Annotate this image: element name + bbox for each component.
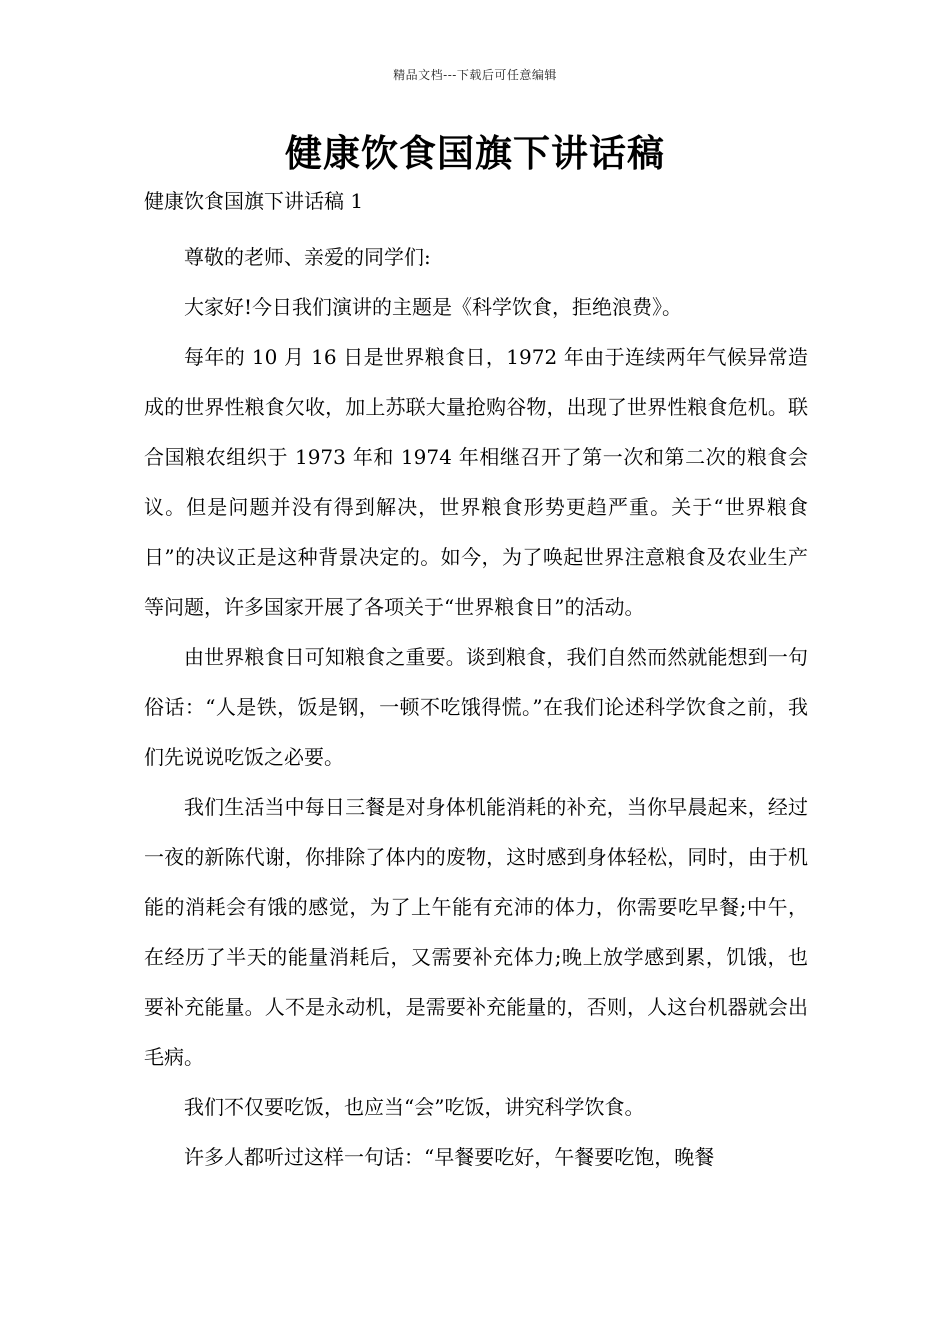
paragraph-three-meals: 我们生活当中每日三餐是对身体机能消耗的补充，当你早晨起来，经过一夜的新陈代谢，你排除了体内的废物，这时感到身体轻松，同时，由于机能的消耗会有饿的感觉，为了上午能有充沛的体力，你需要吃早餐;中午，在经历了半天的能量消耗后，又需要补充体力;晚上放学感到累，饥饿，也要补充能量。人不是永动机，是需要补充能量的，否则，人这台机器就会出毛病。 xyxy=(144,795,808,1069)
paragraph-world-food-day: 每年的 10 月 16 日是世界粮食日，1972 年由于连续两年气候异常造成的世界性粮食欠收，加上苏联大量抢购谷物，出现了世界性粮食危机。联合国粮农组织于 1973 年和 1974 年相继召开了第一次和第二次的粮食会议。但是问题并没有得到解决，世界粮食形势更趋严重。关于“世界粮食日”的决议正是这种背景决定的。如今，为了唤起世界注意粮食及农业生产等问题，许多国家开展了各项关于“世界粮食日”的活动。 xyxy=(144,345,808,619)
paragraph-eat-scientifically: 我们不仅要吃饭，也应当“会”吃饭，讲究科学饮食。 xyxy=(184,1095,645,1119)
paragraph-importance: 由世界粮食日可知粮食之重要。谈到粮食，我们自然而然就能想到一句俗话：“人是铁，饭是钢，一顿不吃饿得慌。”在我们论述科学饮食之前，我们先说说吃饭之必要。 xyxy=(144,645,808,769)
document-subtitle: 健康饮食国旗下讲话稿 1 xyxy=(144,189,364,213)
header-note: 精品文档---下载后可任意编辑 xyxy=(393,68,557,82)
document-title: 健康饮食国旗下讲话稿 xyxy=(285,131,665,175)
document-body xyxy=(144,232,808,1182)
paragraph-greeting: 尊敬的老师、亲爱的同学们: xyxy=(184,245,431,269)
paragraph-intro: 大家好!今日我们演讲的主题是《科学饮食，拒绝浪费》。 xyxy=(184,295,683,319)
paragraph-saying: 许多人都听过这样一句话：“早餐要吃好，午餐要吃饱，晚餐 xyxy=(184,1145,715,1169)
